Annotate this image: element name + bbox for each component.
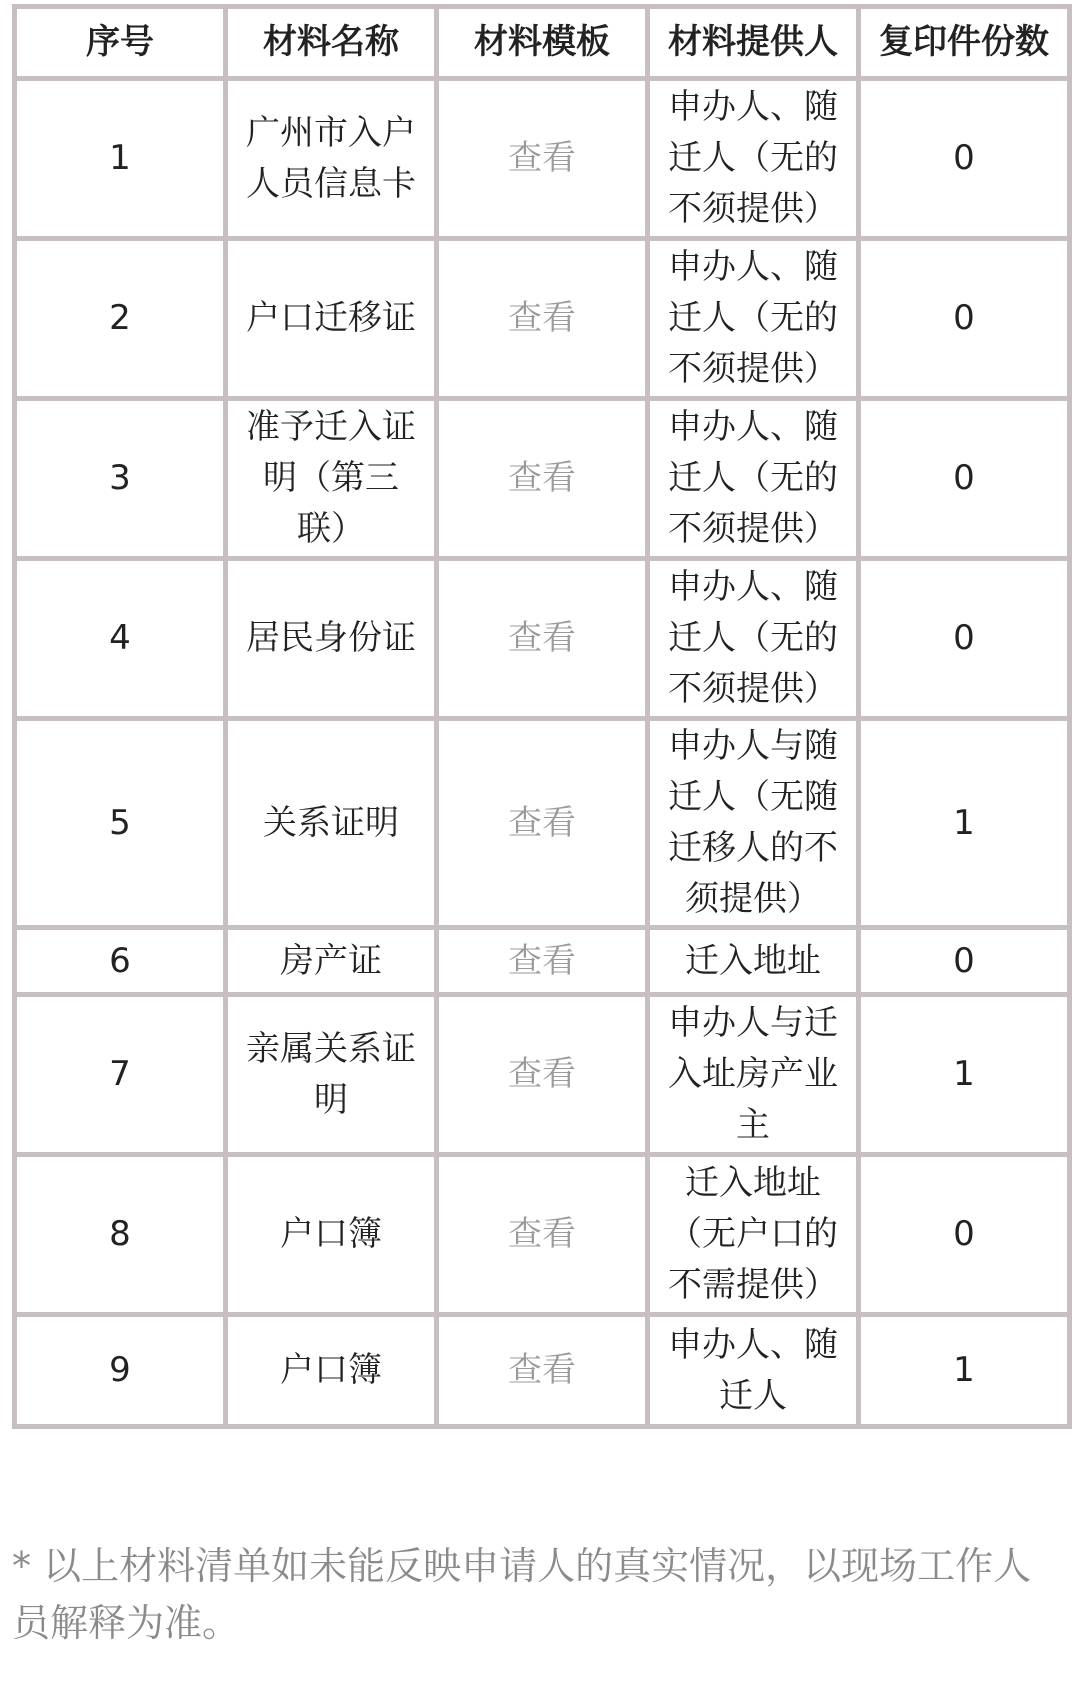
table-row xyxy=(15,1315,1070,1427)
materials-table-container xyxy=(12,4,1072,1429)
view-template-link[interactable]: 查看 xyxy=(437,995,648,1155)
disclaimer-note: * 以上材料清单如未能反映申请人的真实情况，以现场工作人员解释为准。 xyxy=(12,1544,1032,1645)
table-row xyxy=(15,719,1070,928)
cell-provider: 申办人、随 迁人 xyxy=(648,1315,859,1427)
cell-no: 5 xyxy=(15,719,226,928)
table-row xyxy=(15,1155,1070,1315)
table-row xyxy=(15,399,1070,559)
cell-material-name: 户口簿 xyxy=(226,1315,437,1427)
view-template-link[interactable]: 查看 xyxy=(437,239,648,399)
table-row xyxy=(15,995,1070,1155)
cell-material-name: 关系证明 xyxy=(226,719,437,928)
cell-no: 6 xyxy=(15,928,226,995)
cell-provider: 申办人、随 迁人（无的 不须提供） xyxy=(648,399,859,559)
cell-copies: 1 xyxy=(859,719,1070,928)
cell-material-name: 户口迁移证 xyxy=(226,239,437,399)
cell-copies: 0 xyxy=(859,928,1070,995)
cell-provider: 申办人、随 迁人（无的 不须提供） xyxy=(648,79,859,239)
view-template-link[interactable]: 查看 xyxy=(437,1315,648,1427)
materials-table xyxy=(12,4,1072,1429)
header-copy-count: 复印件份数 xyxy=(859,7,1070,79)
table-header-row xyxy=(15,7,1070,79)
cell-no: 8 xyxy=(15,1155,226,1315)
cell-no: 1 xyxy=(15,79,226,239)
table-row xyxy=(15,928,1070,995)
cell-no: 3 xyxy=(15,399,226,559)
cell-copies: 0 xyxy=(859,559,1070,719)
view-template-link[interactable]: 查看 xyxy=(437,719,648,928)
cell-copies: 0 xyxy=(859,1155,1070,1315)
cell-no: 7 xyxy=(15,995,226,1155)
cell-no: 4 xyxy=(15,559,226,719)
cell-material-name: 居民身份证 xyxy=(226,559,437,719)
cell-material-name: 亲属关系证 明 xyxy=(226,995,437,1155)
cell-provider: 迁入地址 xyxy=(648,928,859,995)
cell-material-name: 户口簿 xyxy=(226,1155,437,1315)
cell-provider: 迁入地址 （无户口的 不需提供） xyxy=(648,1155,859,1315)
header-material-template: 材料模板 xyxy=(437,7,648,79)
header-no: 序号 xyxy=(15,7,226,79)
cell-copies: 1 xyxy=(859,995,1070,1155)
cell-provider: 申办人与迁 入址房产业 主 xyxy=(648,995,859,1155)
cell-copies: 0 xyxy=(859,79,1070,239)
view-template-link[interactable]: 查看 xyxy=(437,928,648,995)
header-material-name: 材料名称 xyxy=(226,7,437,79)
cell-no: 9 xyxy=(15,1315,226,1427)
cell-copies: 0 xyxy=(859,399,1070,559)
cell-provider: 申办人、随 迁人（无的 不须提供） xyxy=(648,239,859,399)
cell-material-name: 准予迁入证 明（第三 联） xyxy=(226,399,437,559)
table-row xyxy=(15,239,1070,399)
cell-no: 2 xyxy=(15,239,226,399)
view-template-link[interactable]: 查看 xyxy=(437,559,648,719)
table-row xyxy=(15,559,1070,719)
cell-material-name: 房产证 xyxy=(226,928,437,995)
view-template-link[interactable]: 查看 xyxy=(437,1155,648,1315)
cell-provider: 申办人与随 迁人（无随 迁移人的不 须提供） xyxy=(648,719,859,928)
cell-copies: 1 xyxy=(859,1315,1070,1427)
view-template-link[interactable]: 查看 xyxy=(437,79,648,239)
header-material-provider: 材料提供人 xyxy=(648,7,859,79)
cell-provider: 申办人、随 迁人（无的 不须提供） xyxy=(648,559,859,719)
cell-copies: 0 xyxy=(859,239,1070,399)
view-template-link[interactable]: 查看 xyxy=(437,399,648,559)
table-row xyxy=(15,79,1070,239)
cell-material-name: 广州市入户 人员信息卡 xyxy=(226,79,437,239)
